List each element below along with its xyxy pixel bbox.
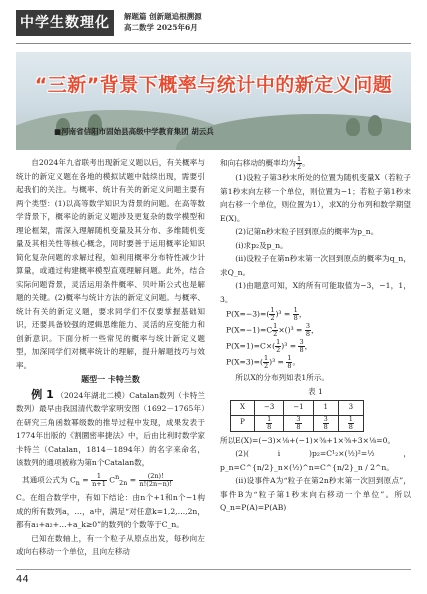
formula-eq: = [129,475,137,485]
formula-c: C [109,475,116,485]
distribution-table [230,400,364,432]
fraction-num: 1 [267,414,272,423]
table-cell [254,415,283,431]
fraction [323,416,329,431]
catalan-formula [22,471,205,491]
fraction-num: (2n)! [139,473,173,481]
header-tagline [124,11,202,33]
continuation-text: 。在组合数学中，有如下结论：由n个+1和n个−1构成的所有数列a [16,493,205,516]
table-row [231,415,364,431]
table-cell [338,415,363,431]
fraction-den: 8 [287,362,292,370]
fraction-num: 1 [276,338,281,346]
formula-sup: n [115,473,120,481]
formula-prefix: 其通项公式为 C [22,475,76,485]
fraction-num: 1 [270,306,275,314]
fraction-num: 1 [91,473,107,481]
solution-2i: (2)(ⅰ)p₂=C¹₂×(½)²=½，p_n=C^{n/2}_n×(½)^n=C^{n/2}_n / 2^n。 [220,449,411,472]
page-number: 44 [16,574,29,585]
fraction-num: 1 [287,354,292,362]
eq-text: )³ = [287,325,305,335]
table-cell: P [231,415,255,431]
eq-x-minus3 [226,307,411,322]
formula-eq: = [79,475,92,485]
eq-x-1 [226,339,411,354]
eq-text: P(X=−3)=( [226,309,270,319]
article-title: “三新”背景下概率与统计中的新定义问题 [34,74,393,96]
fraction-num: 3 [323,414,328,423]
continuation-text: 中，满足“对任意k=1,2,…,2n，都有a₁+a₂+…+a_k≥0”的数列的个数等于C_n。 [16,506,205,530]
eq-text: )³ = [275,309,293,319]
eq-end: ， [310,325,319,335]
table-cell: −1 [284,401,313,416]
fraction-den: n!(2n−n)! [139,479,172,488]
formula-continuation [16,491,205,532]
fraction-den: 2 [273,330,278,338]
intro-paragraph: 自2024年九省联考出现新定义题以后，有关概率与统计的新定义题在各地的模拟试题中陆续出现，需要引起我们的关注。与概率、统计有关的新定义问题主要有两个类型：(1)以高等数学知识为背景的问题。在高等数学背景下，概率论的新定义题涉及更复杂的数学模型和理论框架，需深入理解随机变量及其分布、多维随机变量及其相关性等核心概念，同时要善于运用概率论知识简化复杂问题的求解过程，如利用概率分布特性减少计算量，或通过构建概率模型直观理解问题。此外，结合实际问题背景，灵活运用条件概率、贝叶斯公式也是解题的关键。(2)概率与统计方法的新定义问题。与概率、统计有关的新定义题，要求同学们不仅要掌握基础知识，还要具备较强的逻辑思维能力、灵活的应变能力和创新意识。下面分析一些常见的概率与统计新定义题型，加深同学们对概率统计的理解，提升解题技巧与效率。 [16,158,205,370]
question-1: (1)设粒子第3秒末所处的位置为随机变量X（若粒子第1秒末向左移一个单位，则位置为−1；若粒子第1秒末向右移一个单位，则位置为1），求X的分布列和数学期望E(X)。 [220,173,411,223]
example-paragraph-2: 已知在数轴上，有一个粒子从原点出发，每秒向左或向右移动一个单位，且向左移动 [16,533,205,557]
header-rule [16,43,411,44]
table-cell: −3 [254,401,283,416]
fraction-den: 2 [263,362,269,370]
example-text: （2024年湖北二模）Catalan数列（卡特兰数列）最早由我国清代数学家明安图（1692－1765年）在研究三角函数幂级数的推导过程中发现，成果发表于1774年出版的《割圜密率捷法》中，后由比利时数学家卡特兰（Catalan，1814－1894年）的名字来命名，该数列的通项被称为第n个Catalan数， [16,390,206,467]
fraction-num: 1 [273,322,278,330]
fraction-den: 8 [348,422,353,431]
eq-text: )³ = [281,341,299,351]
eq-text: P(X=3)=( [226,357,263,367]
formula-sub: n [75,479,80,487]
formula-sub: 2n [119,479,128,487]
fraction-num: 1 [296,155,302,163]
question-2i: (ⅰ)求p₂及p_n。 [235,240,288,250]
eq-x-3 [226,355,411,370]
header-tagline-1: 解题篇 创新题追根溯源 [124,12,202,21]
fraction-num: 3 [305,322,310,330]
prob-line [220,156,411,171]
table-cell: 1 [313,401,338,416]
question-2ii: (ⅱ)设粒子在第n秒末第一次回到原点的概率为q_n，求Q_n。 [220,254,411,277]
prob-text: 和向右移动的概率均为 [220,158,296,168]
table-cell: X [231,401,255,416]
fraction-num: 1 [293,306,298,314]
left-column [16,156,205,559]
prob-end: 。 [302,158,310,168]
eq-x-minus1 [226,323,411,338]
fraction-den: 8 [293,314,298,322]
fraction-den: 2 [276,346,281,354]
eq-end: 。 [292,357,301,367]
header-tagline-2: 高二数学 2025年6月 [124,23,198,32]
fraction [139,473,173,488]
page-header [16,6,411,40]
eq-text: P(X=1)=C [226,341,266,351]
fraction-den: n+1 [92,479,106,488]
table-cell: 3 [338,401,363,416]
eq-text: P(X=−1)=C [226,325,273,335]
fraction-den: 8 [296,422,301,431]
fraction-den: 8 [267,422,272,431]
fraction-den: 2 [296,163,302,171]
right-column [220,156,411,515]
expectation-line: 所以E(X)=(−3)×⅛+(−1)×⅜+1×⅜+3×⅛=0。 [220,435,396,445]
fraction-den: 8 [305,330,310,338]
eq-text: )³ = [269,357,287,367]
solution-1: (1)由题意可知，X的所有可能取值为−3，−1，1，3。 [220,281,411,304]
fraction-den: 8 [323,422,328,431]
eq-end: ， [298,309,307,319]
journal-logo: 中学生数理化 [16,10,114,36]
eq-text: ×( [278,325,288,335]
question-2: (2)记第n秒末粒子回到原点的概率为p_n。 [235,227,379,236]
table-cell [313,415,338,431]
fraction-num: 3 [296,414,301,423]
fraction [91,473,107,488]
table-intro: 所以X的分布列如表1所示。 [235,373,329,382]
eq-text: ×( [265,341,276,351]
example-mark: 例 1 [31,387,54,401]
section-heading: 题型一 卡特兰数 [81,375,140,384]
table-row [231,401,364,416]
fraction [348,416,354,431]
footer-rule [16,569,411,570]
fraction-num: 3 [299,338,304,346]
eq-end: ， [304,341,313,351]
table-cell [284,415,313,431]
formula-c: C [16,493,22,503]
fraction-num: 1 [348,414,353,423]
article-author: ■河南省信阳市固始县高级中学教育集团 胡云兵 [54,127,214,136]
fraction [295,416,301,431]
fraction [266,416,272,431]
fraction-den: 8 [299,346,304,354]
table-caption: 表 1 [308,386,323,396]
solution-2ii: (ⅱ)设事件A为“粒子在第2n秒末第一次回到原点”，事件B为“粒子第1秒末向右移动一个单位”。所以Q_n=P(A)=P(AB) [220,476,411,512]
fraction-den: 2 [270,314,275,322]
fraction-num: 1 [263,354,269,362]
title-banner [16,52,411,150]
continuation-text: ，…，a [66,506,95,516]
